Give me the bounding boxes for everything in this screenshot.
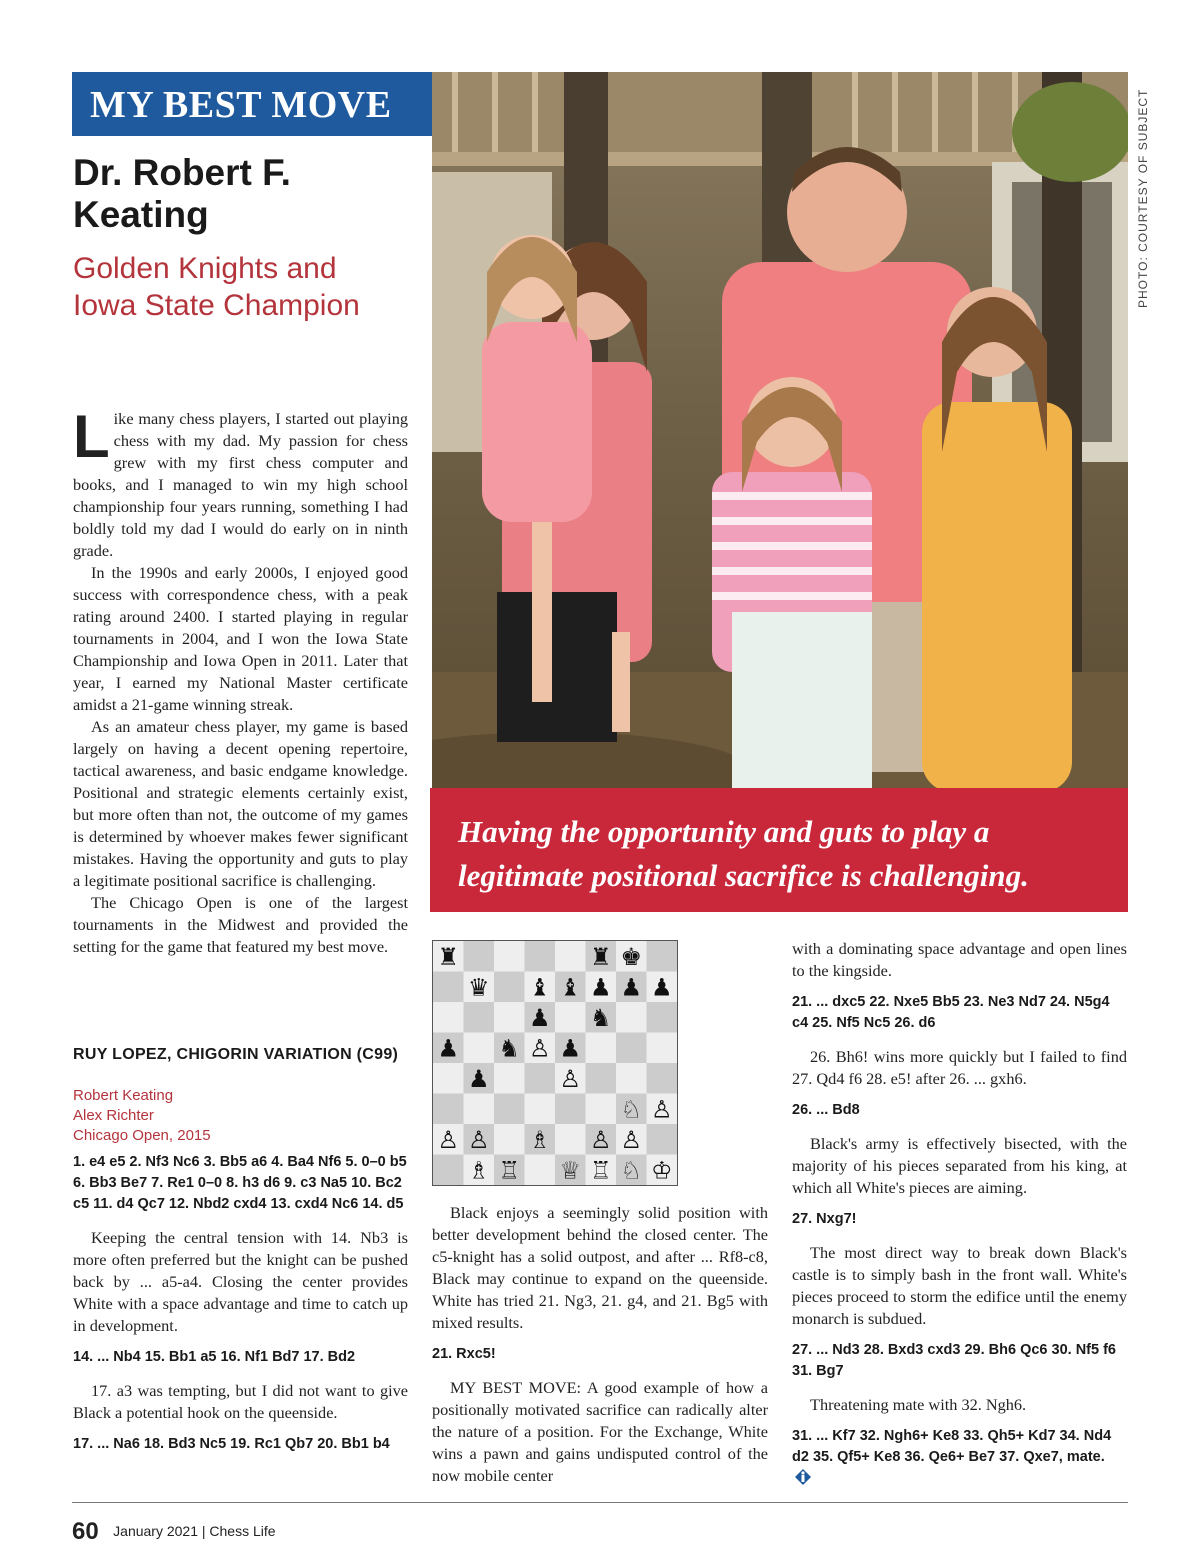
moves-block: 1. e4 e5 2. Nf3 Nc6 3. Bb5 a6 4. Ba4 Nf6 5. 0–0 b5 6. Bb3 Be7 7. Re1 0–0 8. h3 d6 9. c3 Na5 10. Bc2 c5 11. d4 Qc7 12. Nbd2 cxd4 13. cxd4 Nc6 14. d5 bbox=[73, 1154, 407, 1212]
black-pawn-icon: ♟ bbox=[528, 1003, 551, 1032]
black-player: Alex Richter bbox=[73, 1107, 154, 1124]
board-square-b8 bbox=[464, 941, 495, 972]
board-square-c2 bbox=[494, 1124, 525, 1155]
moves-block: 17. ... Na6 18. Bd3 Nc5 19. Rc1 Qb7 20. Bb1 b4 bbox=[73, 1436, 390, 1452]
black-knight-icon: ♞ bbox=[589, 1003, 612, 1032]
black-rook-icon: ♜ bbox=[437, 942, 460, 971]
moves-block: 27. ... Nd3 28. Bxd3 cxd3 29. Bh6 Qc6 30. Nf5 f6 31. Bg7 bbox=[792, 1342, 1116, 1379]
black-pawn-icon: ♟ bbox=[620, 973, 643, 1002]
moves-block: 21. ... dxc5 22. Nxe5 Bb5 23. Ne3 Nd7 24. N5g4 c4 25. Nf5 Nc5 26. d6 bbox=[792, 994, 1110, 1031]
board-square-f3 bbox=[586, 1094, 617, 1125]
family-photo-illustration bbox=[432, 72, 1128, 788]
moves-block: 14. ... Nb4 15. Bb1 a5 16. Nf1 Bd7 17. Bd2 bbox=[73, 1349, 356, 1365]
board-square-e8 bbox=[555, 941, 586, 972]
column-2-annotations bbox=[432, 1202, 768, 1487]
board-square-b6 bbox=[464, 1002, 495, 1033]
pull-quote-text: Having the opportunity and guts to play a legitimate positional sacrifice is challenging. bbox=[458, 814, 1029, 893]
game-opening-title: RUY LOPEZ, CHIGORIN VARIATION (C99) bbox=[73, 1046, 399, 1063]
board-square-b3 bbox=[464, 1094, 495, 1125]
white-pawn-icon: ♙ bbox=[589, 1125, 612, 1154]
column-3-annotations bbox=[792, 938, 1127, 1490]
intro-paragraph-3: As an amateur chess player, my game is based largely on having a decent opening repertoire, tactical awareness, and basic endgame knowledge. Positional and strategic elements certainly exist, but more often than not, the outcome of my games is determined by whoever makes fewer significant mistakes. Having the opportunity and guts to play a legitimate positional sacrifice is challenging. bbox=[73, 717, 408, 890]
board-square-c7 bbox=[494, 972, 525, 1003]
board-square-e6 bbox=[555, 1002, 586, 1033]
game-info bbox=[73, 1086, 211, 1146]
board-square-f4 bbox=[586, 1063, 617, 1094]
board-square-f5 bbox=[586, 1033, 617, 1064]
note-text: 17. a3 was tempting, but I did not want to give Black a potential hook on the queenside. bbox=[73, 1381, 408, 1422]
board-square-h6 bbox=[647, 1002, 678, 1033]
note-text: 26. Bh6! wins more quickly but I failed to find 27. Qd4 f6 28. e5! after 26. ... gxh6. bbox=[792, 1047, 1127, 1088]
family-photo bbox=[432, 72, 1128, 788]
board-square-a4 bbox=[433, 1063, 464, 1094]
annotation-note bbox=[73, 1227, 408, 1337]
black-knight-icon: ♞ bbox=[498, 1034, 521, 1063]
column-1-annotations bbox=[73, 1152, 408, 1455]
board-square-d3 bbox=[525, 1094, 556, 1125]
board-square-d8 bbox=[525, 941, 556, 972]
board-square-d1 bbox=[525, 1155, 556, 1186]
note-text: MY BEST MOVE: A good example of how a positionally motivated sacrifice can radically alter the nature of a position. For the Exchange, White wins a pawn and gains undisputed control of the now mobile center bbox=[432, 1378, 768, 1485]
annotation-note bbox=[792, 1242, 1127, 1330]
black-pawn-icon: ♟ bbox=[589, 973, 612, 1002]
intro-paragraph-1 bbox=[73, 403, 408, 562]
white-queen-icon: ♕ bbox=[559, 1156, 582, 1185]
board-square-h5 bbox=[647, 1033, 678, 1064]
drop-cap: L bbox=[73, 403, 110, 470]
white-bishop-icon: ♗ bbox=[528, 1125, 551, 1154]
author-name: Dr. Robert F. Keating bbox=[73, 152, 291, 235]
board-square-c8 bbox=[494, 941, 525, 972]
photo-credit-text: PHOTO: COURTESY OF SUBJECT bbox=[1136, 88, 1150, 308]
board-square-e3 bbox=[555, 1094, 586, 1125]
board-square-c4 bbox=[494, 1063, 525, 1094]
moves-block: 21. Rxc5! bbox=[432, 1346, 496, 1362]
board-square-a6 bbox=[433, 1002, 464, 1033]
board-square-e2 bbox=[555, 1124, 586, 1155]
moves-block: 27. Nxg7! bbox=[792, 1211, 857, 1227]
chess-diagram bbox=[432, 940, 678, 1186]
page-number: 60 bbox=[72, 1518, 99, 1545]
white-king-icon: ♔ bbox=[650, 1156, 673, 1185]
note-text: Black enjoys a seemingly solid position with better development behind the closed center. The c5-knight has a solid outpost, and after ... Rf8-c8, Black may continue to expand on the queenside. White has tried 21. Ng3, 21. g4, and 21. Bg5 with mixed results. bbox=[432, 1203, 768, 1332]
board-square-c3 bbox=[494, 1094, 525, 1125]
white-pawn-icon: ♙ bbox=[528, 1034, 551, 1063]
black-pawn-icon: ♟ bbox=[650, 973, 673, 1002]
black-queen-icon: ♛ bbox=[467, 973, 490, 1002]
board-square-a3 bbox=[433, 1094, 464, 1125]
black-pawn-icon: ♟ bbox=[437, 1034, 460, 1063]
note-text: Threatening mate with 32. Ngh6. bbox=[810, 1395, 1027, 1414]
intro-paragraph-4: The Chicago Open is one of the largest tournaments in the Midwest and provided the setting for the game that featured my best move. bbox=[73, 893, 408, 956]
board-square-h2 bbox=[647, 1124, 678, 1155]
black-king-icon: ♚ bbox=[620, 942, 643, 971]
black-pawn-icon: ♟ bbox=[559, 1034, 582, 1063]
white-pawn-icon: ♙ bbox=[467, 1125, 490, 1154]
white-knight-icon: ♘ bbox=[620, 1095, 643, 1124]
intro-article bbox=[73, 403, 408, 958]
note-text: Keeping the central tension with 14. Nb3 is more often preferred but the knight can be pushed back by ... a5-a4. Closing the center provides White with a space advantage and time to catch up in development. bbox=[73, 1228, 408, 1335]
black-bishop-icon: ♝ bbox=[528, 973, 551, 1002]
white-bishop-icon: ♗ bbox=[467, 1156, 490, 1185]
pull-quote-box bbox=[430, 788, 1128, 912]
section-banner bbox=[72, 72, 432, 136]
intro-paragraph-1-text: ike many chess players, I started out playing chess with my dad. My passion for chess grew with my first chess computer and books, and I managed to win my high school championship four years running, something I had boldly told my dad I would do early on in ninth grade. bbox=[73, 409, 408, 560]
game-event: Chicago Open, 2015 bbox=[73, 1127, 211, 1144]
annotation-note bbox=[792, 1133, 1127, 1199]
intro-paragraph-2: In the 1990s and early 2000s, I enjoyed good success with correspondence chess, with a peak rating around 2400. I started playing in regular tournaments in 2004, and I won the Iowa State Championship and Iowa Open in 2011. Later that year, I earned my National Master certificate amidst a 21-game winning streak. bbox=[73, 563, 408, 714]
board-square-a7 bbox=[433, 972, 464, 1003]
white-rook-icon: ♖ bbox=[589, 1156, 612, 1185]
photo-credit bbox=[1134, 72, 1158, 312]
white-pawn-icon: ♙ bbox=[559, 1064, 582, 1093]
section-banner-label: MY BEST MOVE bbox=[90, 84, 392, 126]
annotation-note bbox=[792, 1046, 1127, 1090]
author-subtitle: Golden Knights and Iowa State Champion bbox=[73, 252, 360, 322]
annotation-note bbox=[792, 938, 1127, 982]
board-square-a1 bbox=[433, 1155, 464, 1186]
annotation-note bbox=[73, 1380, 408, 1424]
board-square-h4 bbox=[647, 1063, 678, 1094]
board-square-c6 bbox=[494, 1002, 525, 1033]
board-square-g5 bbox=[616, 1033, 647, 1064]
white-pawn-icon: ♙ bbox=[650, 1095, 673, 1124]
black-rook-icon: ♜ bbox=[589, 942, 612, 971]
chess-board bbox=[433, 941, 677, 1185]
white-rook-icon: ♖ bbox=[498, 1156, 521, 1185]
white-player: Robert Keating bbox=[73, 1087, 174, 1104]
footer-issue-text: January 2021 | Chess Life bbox=[113, 1523, 276, 1539]
annotation-note bbox=[432, 1202, 768, 1334]
white-pawn-icon: ♙ bbox=[620, 1125, 643, 1154]
board-square-g4 bbox=[616, 1063, 647, 1094]
black-pawn-icon: ♟ bbox=[467, 1064, 490, 1093]
board-square-h8 bbox=[647, 941, 678, 972]
note-text: Black's army is effectively bisected, with the majority of his pieces separated from his king, at which all White's pieces are aiming. bbox=[792, 1134, 1127, 1197]
page-footer bbox=[72, 1518, 276, 1546]
black-bishop-icon: ♝ bbox=[559, 973, 582, 1002]
note-text: The most direct way to break down Black's castle is to simply bash in the front wall. White's pieces proceed to storm the edifice until the enemy monarch is subdued. bbox=[792, 1243, 1127, 1328]
board-square-b5 bbox=[464, 1033, 495, 1064]
final-moves-block bbox=[792, 1426, 1127, 1490]
moves-block: 26. ... Bd8 bbox=[792, 1102, 860, 1118]
board-square-d4 bbox=[525, 1063, 556, 1094]
white-knight-icon: ♘ bbox=[620, 1156, 643, 1185]
annotation-note bbox=[432, 1377, 768, 1487]
note-text: with a dominating space advantage and open lines to the kingside. bbox=[792, 939, 1127, 980]
end-of-article-icon bbox=[794, 1468, 812, 1486]
white-pawn-icon: ♙ bbox=[437, 1125, 460, 1154]
footer-divider bbox=[72, 1502, 1128, 1503]
annotation-note bbox=[792, 1394, 1127, 1416]
final-moves-text: 31. ... Kf7 32. Ngh6+ Ke8 33. Qh5+ Kd7 34. Nd4 d2 35. Qf5+ Ke8 36. Qe6+ Be7 37. Qxe7, mate. bbox=[792, 1428, 1112, 1465]
board-square-g6 bbox=[616, 1002, 647, 1033]
